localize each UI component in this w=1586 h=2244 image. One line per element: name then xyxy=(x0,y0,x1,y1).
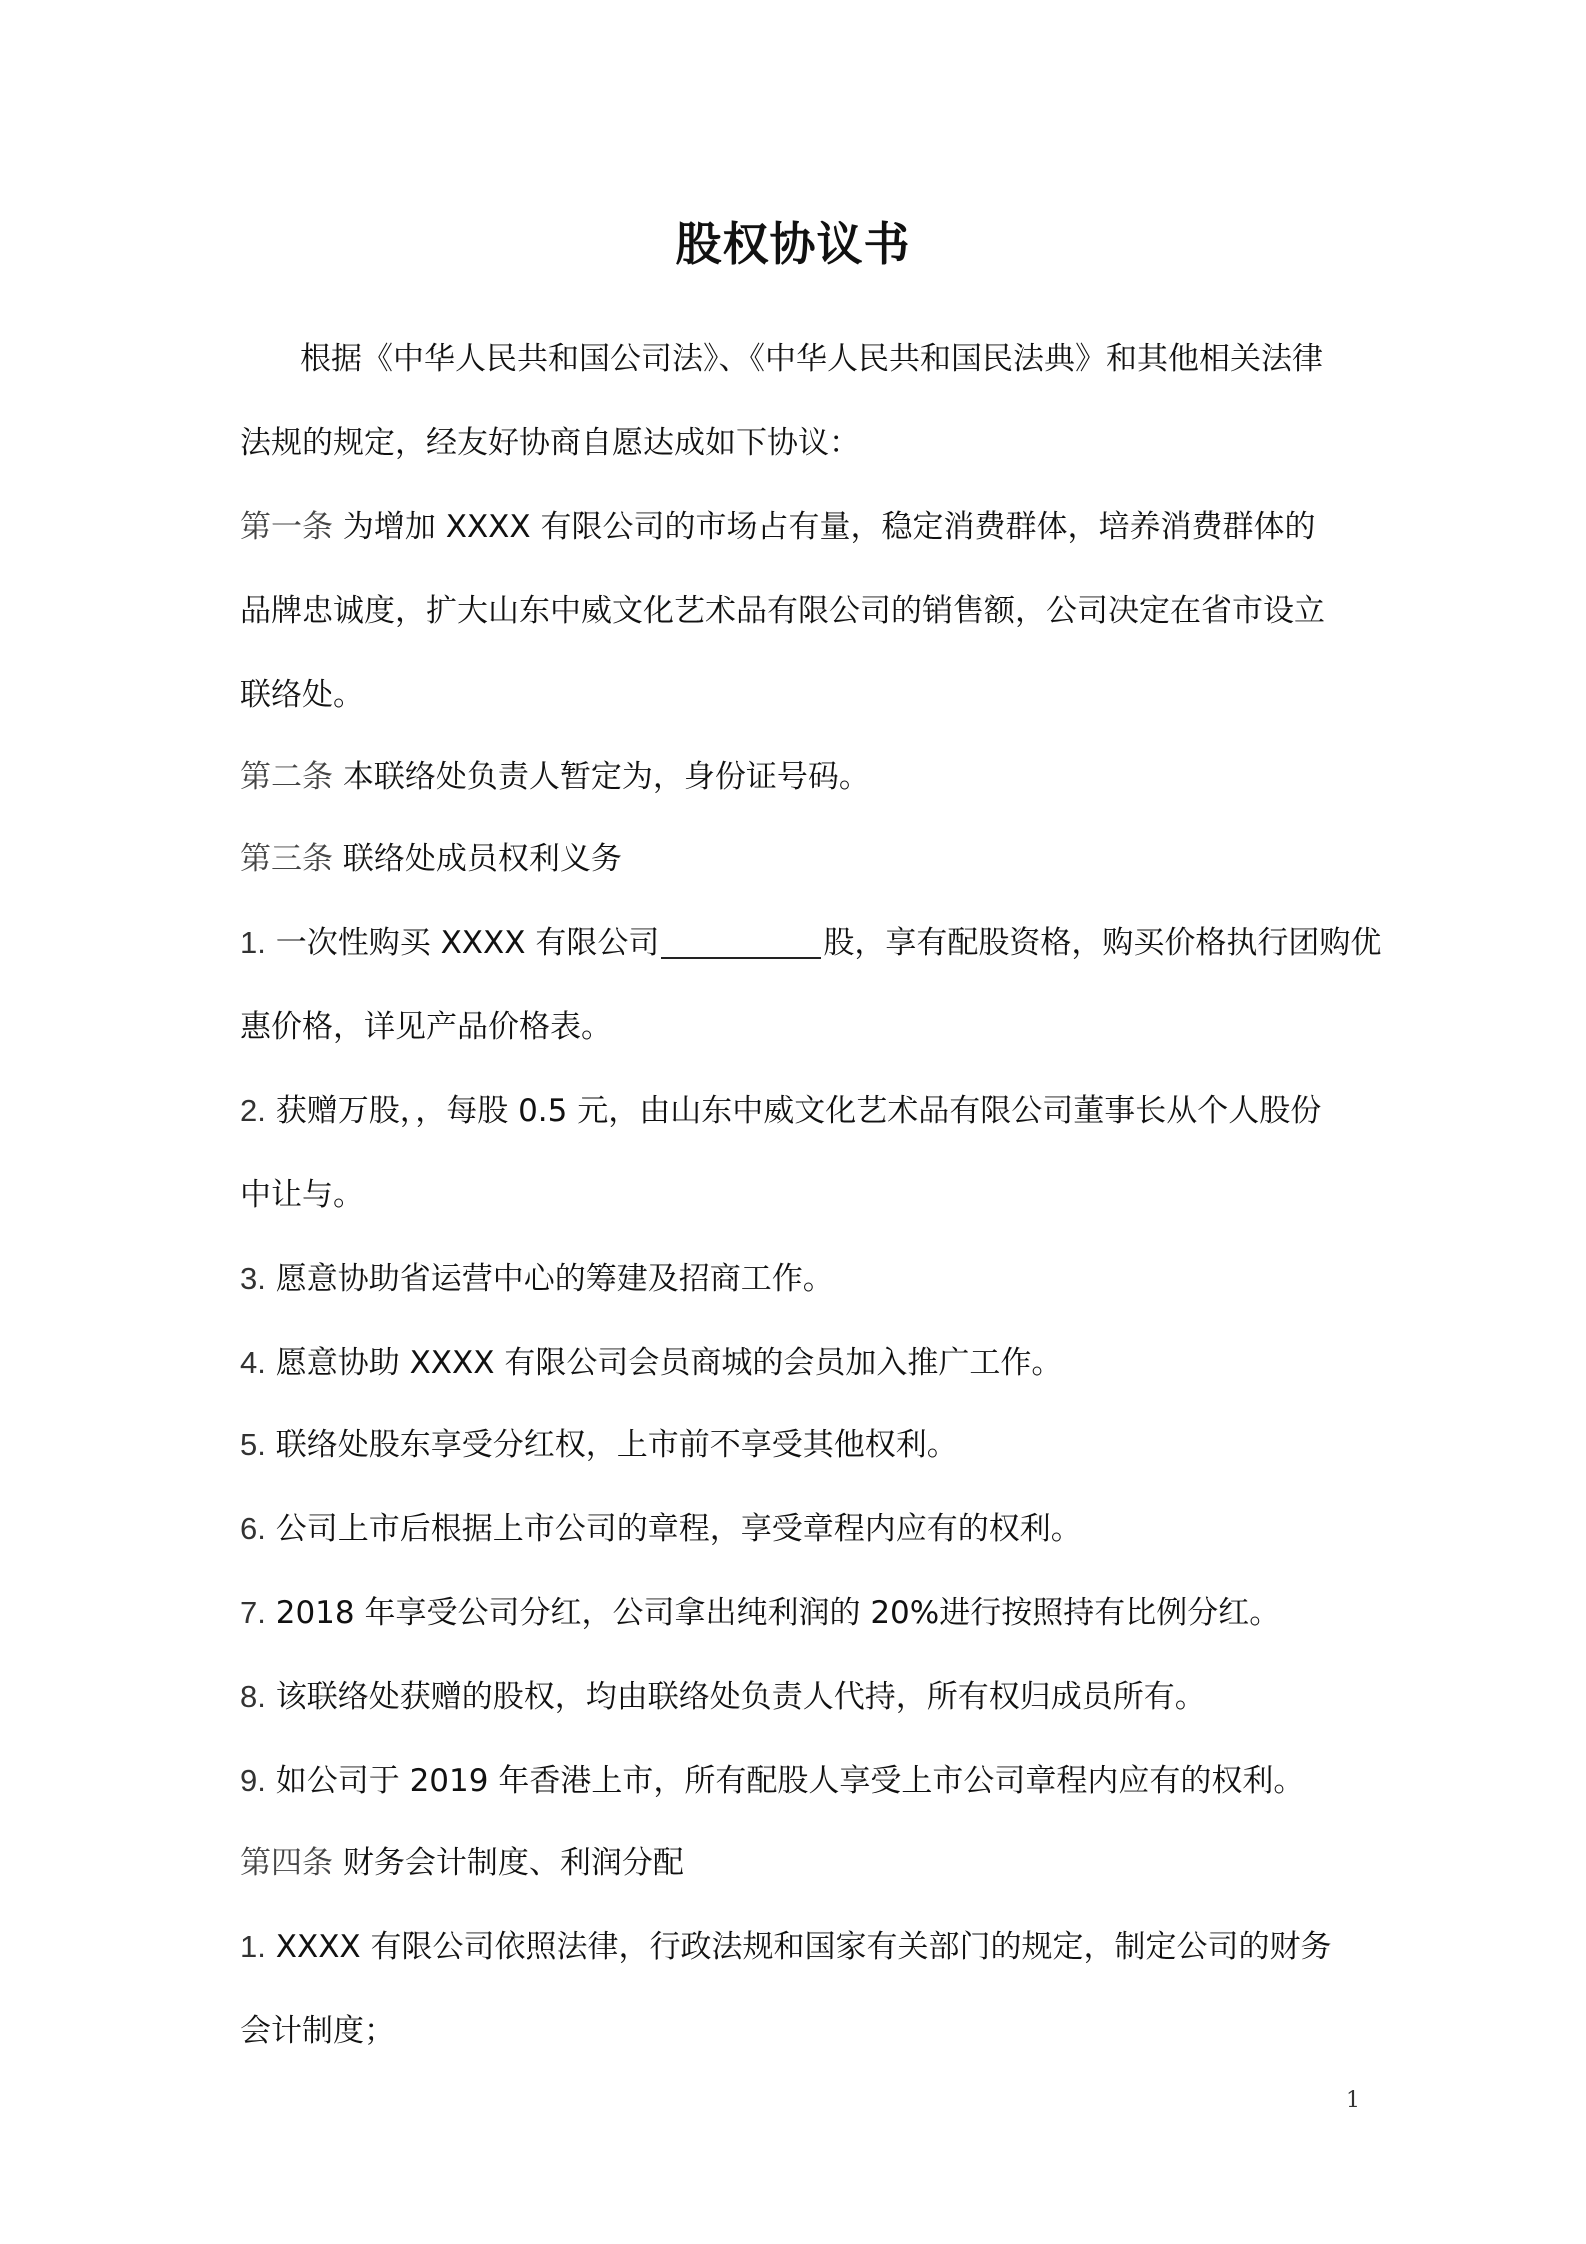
article-3-label: 第三条 xyxy=(240,841,333,877)
article-2-label: 第二条 xyxy=(240,759,333,795)
article-3-item-5 xyxy=(240,1420,1360,1470)
article-1-line-3: 联络处。 xyxy=(240,677,364,713)
article-4-line xyxy=(240,1838,1360,1888)
item-number: 9. xyxy=(240,1763,266,1798)
article-3-item-3 xyxy=(240,1254,1360,1304)
item-text: XXXX 有限公司依照法律，行政法规和国家有关部门的规定，制定公司的财务 xyxy=(275,1929,1332,1965)
item-text: 该联络处获赠的股权，均由联络处负责人代持，所有权归成员所有。 xyxy=(275,1679,1206,1715)
item-number: 6. xyxy=(240,1511,266,1546)
item-text: 获赠万股，，每股 0.5 元，由山东中威文化艺术品有限公司董事长从个人股份 xyxy=(275,1093,1322,1129)
item-text: 愿意协助 XXXX 有限公司会员商城的会员加入推广工作。 xyxy=(275,1345,1063,1381)
article-4-item-1-cont: 会计制度； xyxy=(240,2013,395,2049)
article-3-item-4 xyxy=(240,1338,1360,1388)
article-3-item-2 xyxy=(240,1086,1360,1136)
item-text: 2018 年享受公司分红，公司拿出纯利润的 20%进行按照持有比例分红。 xyxy=(275,1595,1281,1631)
item-number: 4. xyxy=(240,1345,266,1380)
article-3-item-1 xyxy=(240,918,1382,968)
article-3-item-8 xyxy=(240,1672,1360,1722)
article-3-item-1-cont: 惠价格，详见产品价格表。 xyxy=(240,1009,612,1045)
item-number: 7. xyxy=(240,1595,266,1630)
item-number: 5. xyxy=(240,1427,266,1462)
article-1-text-1: 为增加 XXXX 有限公司的市场占有量，稳定消费群体，培养消费群体的 xyxy=(342,509,1316,545)
article-4-label: 第四条 xyxy=(240,1845,333,1881)
article-2-line xyxy=(240,752,1360,802)
article-1-label: 第一条 xyxy=(240,509,333,545)
item-text: 公司上市后根据上市公司的章程，享受章程内应有的权利。 xyxy=(275,1511,1082,1547)
intro-line-2: 法规的规定，经友好协商自愿达成如下协议： xyxy=(240,425,860,461)
article-1-line-2: 品牌忠诚度，扩大山东中威文化艺术品有限公司的销售额，公司决定在省市设立 xyxy=(240,593,1325,629)
item-number: 8. xyxy=(240,1679,266,1714)
article-4-item-1 xyxy=(240,1922,1360,1972)
document-title: 股权协议书 xyxy=(675,217,911,271)
item-number: 2. xyxy=(240,1093,266,1128)
article-4-text: 财务会计制度、利润分配 xyxy=(342,1845,684,1881)
item-text: 联络处股东享受分红权，上市前不享受其他权利。 xyxy=(275,1427,958,1463)
page-number: 1 xyxy=(1346,2088,1360,2113)
item-number: 1. xyxy=(240,925,266,960)
intro-line-1: 根据《中华人民共和国公司法》、《中华人民共和国民法典》和其他相关法律 xyxy=(300,341,1323,377)
article-3-item-9 xyxy=(240,1756,1360,1806)
article-1-line-1 xyxy=(240,502,1360,552)
item-text-pre: 一次性购买 XXXX 有限公司 xyxy=(275,925,660,961)
share-count-blank xyxy=(661,923,821,959)
article-3-item-7 xyxy=(240,1588,1360,1638)
article-3-item-6 xyxy=(240,1504,1360,1554)
article-3-item-2-cont: 中让与。 xyxy=(240,1177,364,1213)
article-3-text: 联络处成员权利义务 xyxy=(342,841,622,877)
item-number: 1. xyxy=(240,1929,266,1964)
item-text-post: 股，享有配股资格，购买价格执行团购优 xyxy=(823,925,1382,961)
article-3-line xyxy=(240,834,1360,884)
item-text: 愿意协助省运营中心的筹建及招商工作。 xyxy=(275,1261,834,1297)
article-2-text: 本联络处负责人暂定为，身份证号码。 xyxy=(342,759,870,795)
item-text: 如公司于 2019 年香港上市，所有配股人享受上市公司章程内应有的权利。 xyxy=(275,1763,1305,1799)
item-number: 3. xyxy=(240,1261,266,1296)
